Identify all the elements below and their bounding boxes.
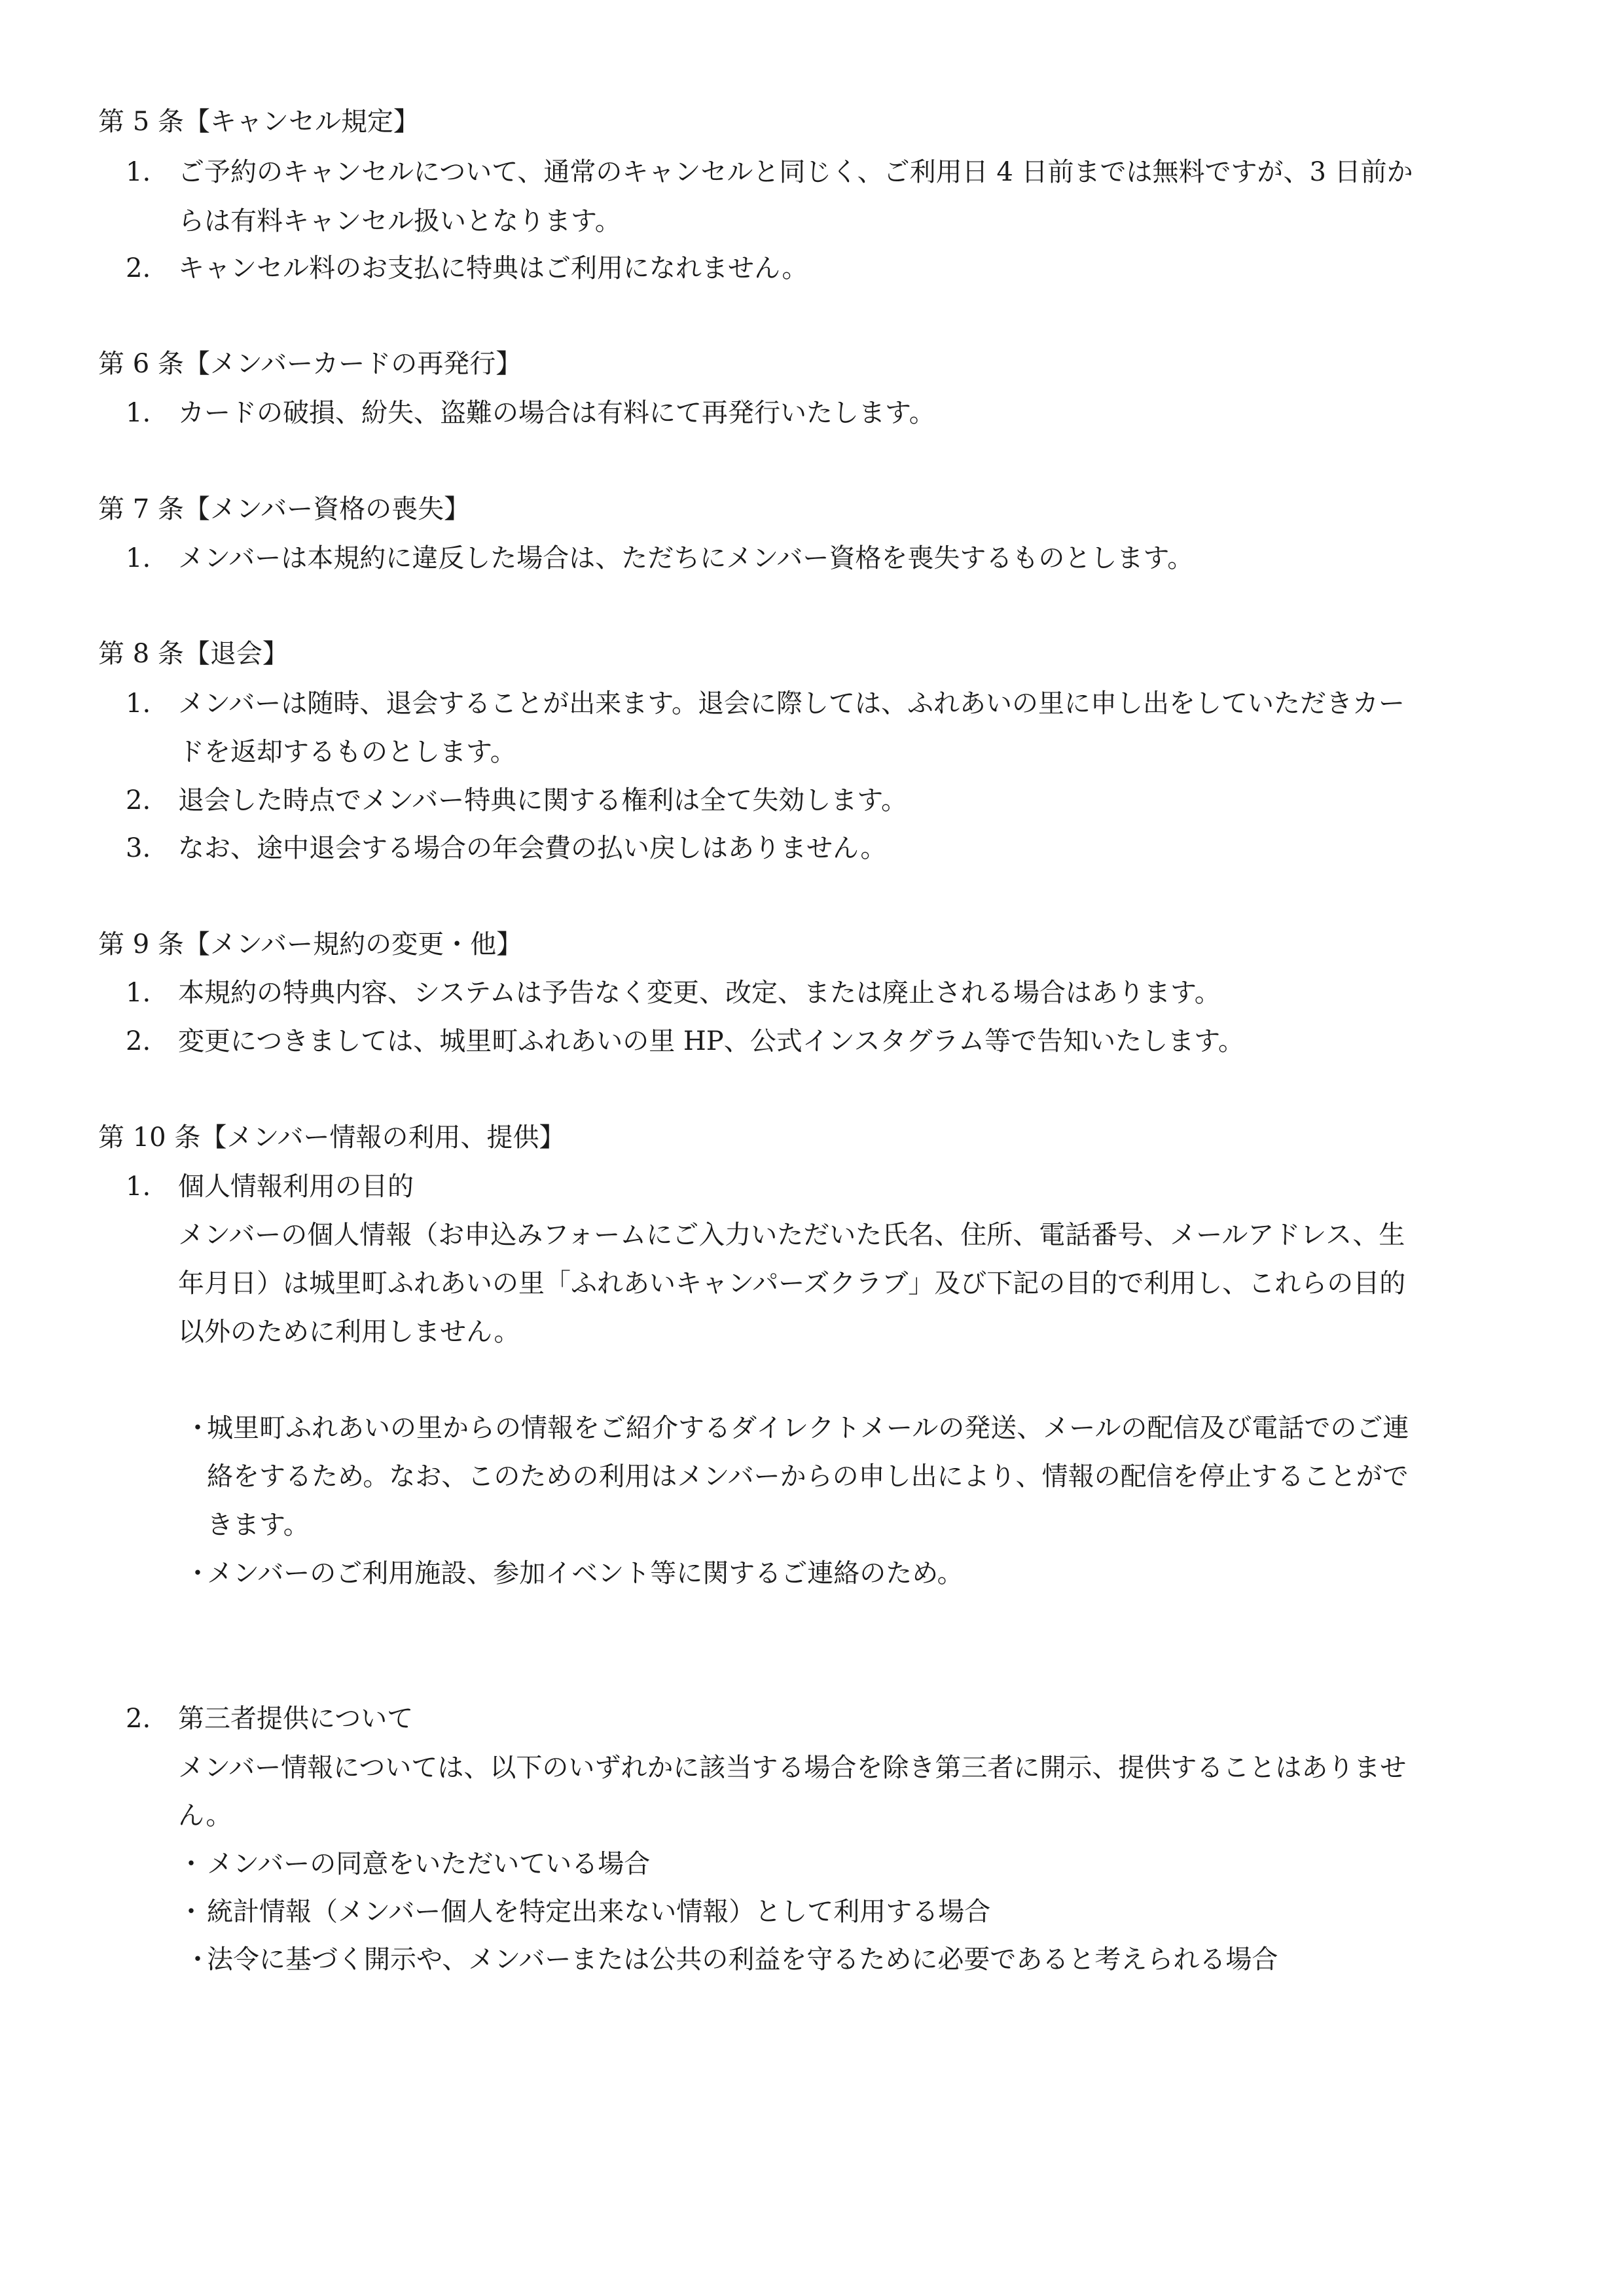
article-5-item-1-text: ご予約のキャンセルについて、通常のキャンセルと同じく、ご利用日 4 日前までは無料ですが、3 日前か <box>178 157 1413 187</box>
article-5-item-1-number: 1. <box>126 157 151 187</box>
article-10-item-1-number: 1. <box>126 1172 151 1202</box>
bullet-text: 統計情報（メンバー個人を特定出来ない情報）として利用する場合 <box>207 1897 991 1927</box>
article-8-item-1-text-cont: ドを返却するものとします。 <box>178 737 516 767</box>
bullet-marker: ・ <box>185 1945 211 1975</box>
bullet-marker: ・ <box>178 1897 204 1927</box>
article-8-item-3-number: 3. <box>126 833 151 863</box>
article-10-item-1-text-cont: 以外のために利用しません。 <box>178 1317 520 1347</box>
article-9-item-1-number: 1. <box>126 978 151 1008</box>
bullet-text-cont: 絡をするため。なお、このための利用はメンバーからの申し出により、情報の配信を停止することがで <box>207 1462 1409 1492</box>
article-7-heading: 第 7 条【メンバー資格の喪失】 <box>98 494 471 524</box>
article-5-item-2-text: キャンセル料のお支払に特典はご利用になれません。 <box>178 253 808 283</box>
article-10-item-1-title: 個人情報利用の目的 <box>178 1172 414 1202</box>
article-10-item-2-text-cont: ん。 <box>178 1801 232 1831</box>
article-8-item-1-number: 1. <box>126 689 151 719</box>
bullet-text: 法令に基づく開示や、メンバーまたは公共の利益を守るために必要であると考えられる場合 <box>207 1945 1278 1975</box>
bullet-text-cont: きます。 <box>207 1510 310 1540</box>
bullet-marker: ・ <box>185 1558 211 1588</box>
article-9-heading: 第 9 条【メンバー規約の変更・他】 <box>98 929 523 960</box>
article-8-heading: 第 8 条【退会】 <box>98 639 289 669</box>
article-8-item-1-text: メンバーは随時、退会することが出来ます。退会に際しては、ふれあいの里に申し出をしていただきカー <box>178 689 1405 719</box>
article-6-item-1-text: カードの破損、紛失、盗難の場合は有料にて再発行いたします。 <box>178 398 935 428</box>
article-6-item-1-number: 1. <box>126 398 151 428</box>
bullet-text: メンバーの同意をいただいている場合 <box>207 1849 651 1879</box>
article-9-item-1-text: 本規約の特典内容、システムは予告なく変更、改定、または廃止される場合はあります。 <box>178 978 1221 1008</box>
article-5-item-1-text-cont: らは有料キャンセル扱いとなります。 <box>178 206 621 236</box>
article-10-item-1-text-cont: 年月日）は城里町ふれあいの里「ふれあいキャンパーズクラブ」及び下記の目的で利用し、これらの目的 <box>178 1268 1406 1299</box>
article-10-item-2-title: 第三者提供について <box>178 1704 414 1734</box>
article-8-item-3-text: なお、途中退会する場合の年会費の払い戻しはありません。 <box>178 833 887 863</box>
article-7-item-1-number: 1. <box>126 543 151 573</box>
article-10-heading: 第 10 条【メンバー情報の利用、提供】 <box>98 1122 566 1153</box>
article-5-item-2-number: 2. <box>126 253 151 283</box>
bullet-marker: ・ <box>178 1849 204 1879</box>
bullet-text: 城里町ふれあいの里からの情報をご紹介するダイレクトメールの発送、メールの配信及び電話でのご連 <box>207 1413 1409 1443</box>
article-6-heading: 第 6 条【メンバーカードの再発行】 <box>98 349 522 379</box>
article-10-item-2-number: 2. <box>126 1704 151 1734</box>
article-8-item-2-text: 退会した時点でメンバー特典に関する権利は全て失効します。 <box>178 785 907 816</box>
article-8-item-2-number: 2. <box>126 785 151 816</box>
bullet-marker: ・ <box>185 1413 211 1443</box>
article-10-item-1-text: メンバーの個人情報（お申込みフォームにご入力いただいた氏名、住所、電話番号、メールアドレス、生 <box>178 1220 1405 1250</box>
article-5-heading: 第 5 条【キャンセル規定】 <box>98 107 420 137</box>
article-7-item-1-text: メンバーは本規約に違反した場合は、ただちにメンバー資格を喪失するものとします。 <box>178 543 1194 573</box>
bullet-text: メンバーのご利用施設、参加イベント等に関するご連絡のため。 <box>207 1558 964 1588</box>
article-10-item-2-text: メンバー情報については、以下のいずれかに該当する場合を除き第三者に開示、提供することはありませ <box>178 1753 1407 1783</box>
article-9-item-2-number: 2. <box>126 1026 151 1056</box>
article-9-item-2-text: 変更につきましては、城里町ふれあいの里 HP、公式インスタグラム等で告知いたします。 <box>178 1026 1244 1056</box>
